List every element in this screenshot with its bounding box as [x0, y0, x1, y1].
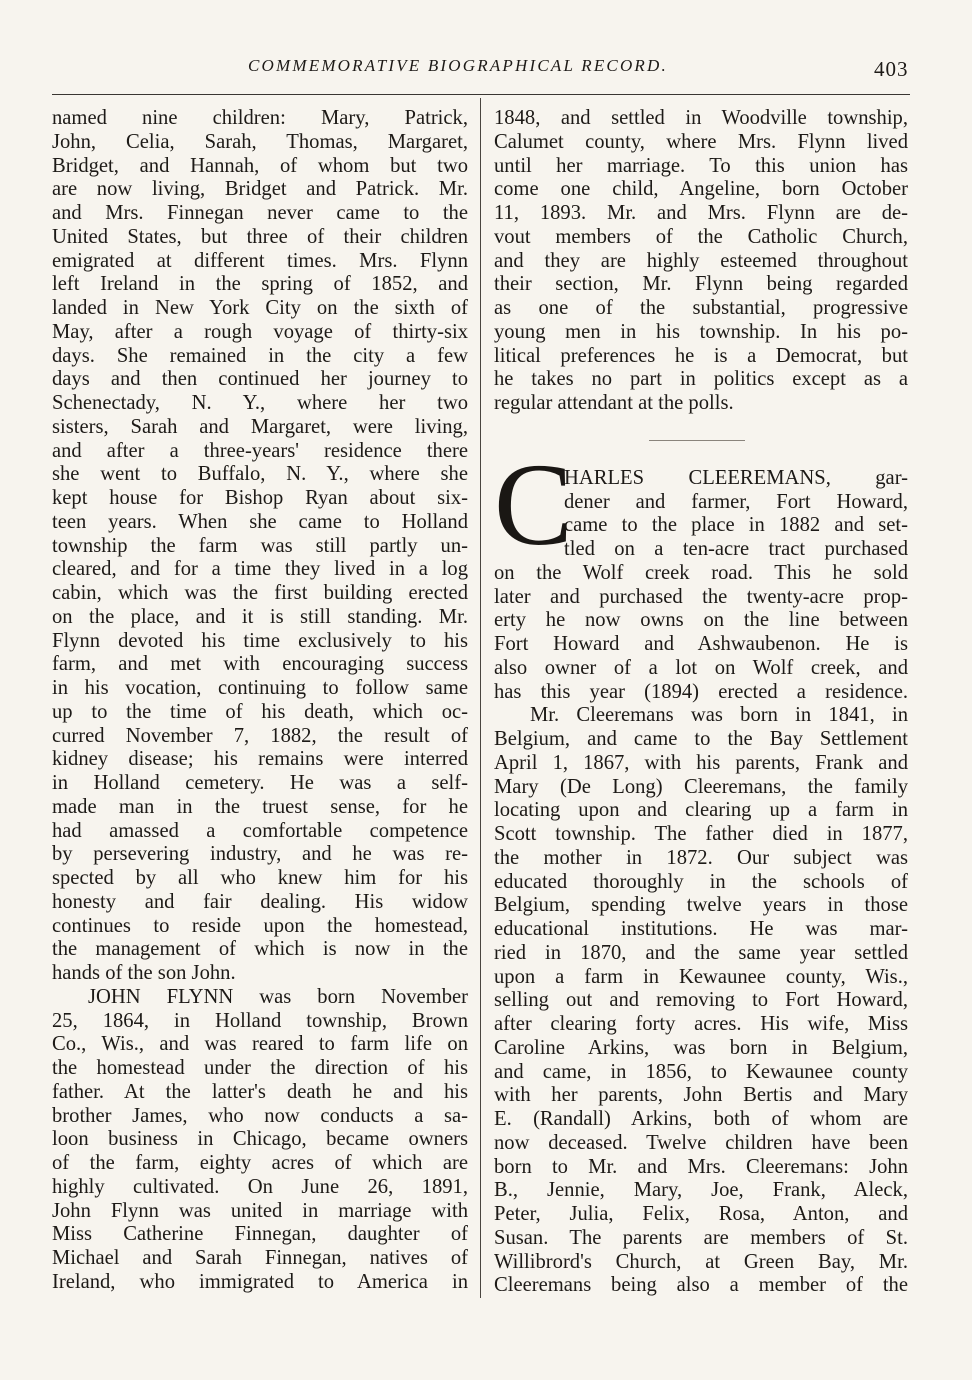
text-line: vout members of the Catholic Church, — [494, 225, 908, 248]
text-line: honesty and fair dealing. His widow — [52, 890, 468, 913]
text-line: born to Mr. and Mrs. Cleeremans: John — [494, 1155, 908, 1178]
text-line: Cleeremans being also a member of the — [494, 1274, 908, 1297]
running-title: COMMEMORATIVE BIOGRAPHICAL RECORD. — [248, 56, 668, 75]
text-line: later and purchased the twenty-acre prop- — [494, 585, 908, 608]
text-line: Bridget, and Hannah, of whom but two — [52, 154, 468, 177]
text-line: emigrated at different times. Mrs. Flynn — [52, 249, 468, 272]
text-line: highly cultivated. On June 26, 1891, — [52, 1175, 468, 1198]
text-line: the mother in 1872. Our subject was — [494, 846, 908, 869]
text-line: May, after a rough voyage of thirty-six — [52, 320, 468, 343]
text-line: 25, 1864, in Holland township, Brown — [52, 1009, 468, 1032]
text-line: cabin, which was the first building erected — [52, 582, 468, 604]
left-column — [52, 107, 468, 1295]
column-rule — [480, 98, 481, 1298]
text-line: Schenectady, N. Y., where her two — [52, 392, 468, 414]
text-line: has this year (1894) erected a residence. — [494, 680, 908, 703]
text-line: and they are highly esteemed throughout — [494, 249, 908, 272]
text-line: Willibrord's Church, at Green Bay, Mr. — [494, 1250, 908, 1273]
text-line: educated thoroughly in the schools of — [494, 870, 908, 893]
text-line: E. (Randall) Arkins, both of whom are — [494, 1108, 908, 1130]
text-line: up to the time of his death, which oc- — [52, 700, 468, 723]
text-line: and after a three-years' residence there — [52, 439, 468, 462]
text-line: the management of which is now in the — [52, 938, 468, 961]
text-line: and Mrs. Finnegan never came to the — [52, 202, 468, 224]
text-line: HARLES CLEEREMANS, gar- — [564, 466, 908, 489]
text-line: township the farm was still partly un- — [52, 534, 468, 557]
text-line: ried in 1870, and the same year settled — [494, 941, 908, 964]
text-line: and came, in 1856, to Kewaunee county — [494, 1060, 908, 1083]
text-line: cleared, and for a time they lived in a log — [52, 558, 468, 581]
text-line: left Ireland in the spring of 1852, and — [52, 273, 468, 296]
text-line: John Flynn was united in marriage with — [52, 1199, 468, 1222]
text-line: by persevering industry, and he was re- — [52, 843, 468, 866]
text-line: came to the place in 1882 and set- — [564, 514, 908, 537]
text-line: on the place, and it is still standing. Mr. — [52, 605, 468, 628]
text-line: 1848, and settled in Woodville township, — [494, 107, 908, 129]
text-line: Michael and Sarah Finnegan, natives of — [52, 1247, 468, 1269]
text-line: kidney disease; his remains were interred — [52, 748, 468, 771]
text-line: litical preferences he is a Democrat, but — [494, 344, 908, 367]
text-line: kept house for Bishop Ryan about six- — [52, 487, 468, 509]
text-line: Peter, Julia, Felix, Rosa, Anton, and — [494, 1203, 908, 1225]
text-line: Fort Howard and Ashwaubenon. He is — [494, 633, 908, 655]
text-line: Caroline Arkins, was born in Belgium, — [494, 1036, 908, 1059]
text-line: United States, but three of their children — [52, 225, 468, 248]
text-line: selling out and removing to Fort Howard, — [494, 989, 908, 1012]
text-line: he takes no part in politics except as a — [494, 368, 908, 391]
text-line: in Holland cemetery. He was a self- — [52, 772, 468, 794]
text-line: Flynn devoted his time exclusively to his — [52, 629, 468, 652]
text-line: on the Wolf creek road. This he sold — [494, 561, 908, 584]
text-line: dener and farmer, Fort Howard, — [564, 490, 908, 513]
text-line: also owner of a lot on Wolf creek, and — [494, 656, 908, 679]
header-rule — [52, 94, 910, 95]
text-line: April 1, 1867, with his parents, Frank and — [494, 751, 908, 774]
text-line: Susan. The parents are members of St. — [494, 1226, 908, 1249]
text-line: Ireland, who immigrated to America in — [52, 1270, 468, 1293]
text-line: continues to reside upon the homestead, — [52, 914, 468, 937]
text-line: 11, 1893. Mr. and Mrs. Flynn are de- — [494, 202, 908, 224]
text-line: she went to Buffalo, N. Y., where she — [52, 463, 468, 486]
text-line: in his vocation, continuing to follow same — [52, 677, 468, 699]
text-line: John, Celia, Sarah, Thomas, Margaret, — [52, 130, 468, 153]
text-line: Miss Catherine Finnegan, daughter of — [52, 1223, 468, 1246]
text-line: after clearing forty acres. His wife, Miss — [494, 1013, 908, 1035]
text-line: erty he now owns on the line between — [494, 609, 908, 632]
text-line: JOHN FLYNN was born November — [88, 985, 468, 1008]
text-line: curred November 7, 1882, the result of — [52, 724, 468, 747]
drop-cap: C — [494, 439, 573, 570]
text-line: locating upon and clearing up a farm in — [494, 799, 908, 822]
text-line: B., Jennie, Mary, Joe, Frank, Aleck, — [494, 1179, 908, 1202]
text-line: days. She remained in the city a few — [52, 344, 468, 367]
text-line: Mary (De Long) Cleeremans, the family — [494, 775, 908, 798]
text-line: the homestead under the direction of his — [52, 1057, 468, 1079]
text-line: Belgium, spending twelve years in those — [494, 894, 908, 917]
text-line: Co., Wis., and was reared to farm life on — [52, 1033, 468, 1056]
text-line: father. At the latter's death he and his — [52, 1080, 468, 1103]
text-line: as one of the substantial, progressive — [494, 297, 908, 319]
text-line: until her marriage. To this union has — [494, 154, 908, 177]
text-line: hands of the son John. — [52, 962, 236, 984]
text-line: are now living, Bridget and Patrick. Mr. — [52, 178, 468, 201]
text-line: brother James, who now conducts a sa- — [52, 1104, 468, 1127]
text-line: had amassed a comfortable competence — [52, 819, 468, 842]
text-line: their section, Mr. Flynn being regarded — [494, 273, 908, 296]
text-line: spected by all who knew him for his — [52, 867, 468, 889]
text-line: landed in New York City on the sixth of — [52, 297, 468, 319]
text-line: teen years. When she came to Holland — [52, 510, 468, 533]
text-line: sisters, Sarah and Margaret, were living, — [52, 415, 468, 438]
text-line: named nine children: Mary, Patrick, — [52, 107, 468, 129]
right-column — [494, 107, 908, 1298]
text-line: Mr. Cleeremans was born in 1841, in — [530, 704, 908, 727]
text-line: of the farm, eighty acres of which are — [52, 1152, 468, 1174]
text-line: Calumet county, where Mrs. Flynn lived — [494, 130, 908, 153]
text-line: upon a farm in Kewaunee county, Wis., — [494, 965, 908, 988]
section-divider — [649, 440, 745, 441]
text-line: tled on a ten-acre tract purchased — [564, 538, 908, 560]
text-line: regular attendant at the polls. — [494, 392, 734, 414]
text-line: young men in his township. In his po- — [494, 320, 908, 343]
text-line: farm, and met with encouraging success — [52, 653, 468, 676]
text-line: made man in the truest sense, for he — [52, 795, 468, 818]
text-line: now deceased. Twelve children have been — [494, 1131, 908, 1154]
text-line: Scott township. The father died in 1877, — [494, 823, 908, 845]
text-line: educational institutions. He was mar- — [494, 918, 908, 940]
text-line: days and then continued her journey to — [52, 368, 468, 391]
text-line: come one child, Angeline, born October — [494, 178, 908, 201]
text-line: Belgium, and came to the Bay Settlement — [494, 728, 908, 750]
page-number: 403 — [874, 57, 909, 81]
text-line: loon business in Chicago, became owners — [52, 1128, 468, 1151]
text-line: with her parents, John Bertis and Mary — [494, 1084, 908, 1107]
